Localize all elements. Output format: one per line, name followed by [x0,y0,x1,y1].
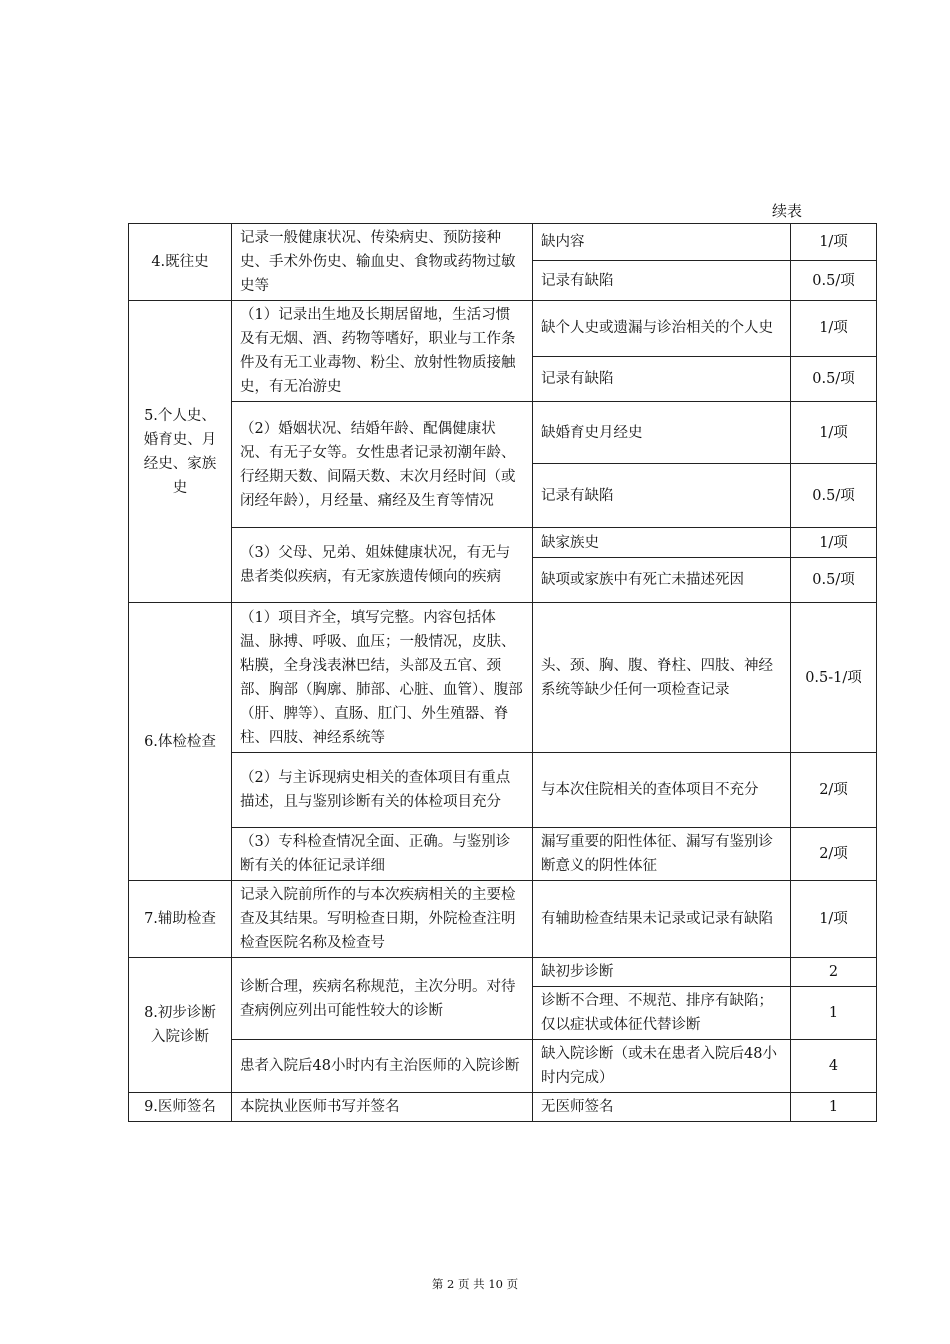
points-cell: 1/项 [791,528,877,558]
points-cell: 2/项 [791,828,877,881]
content-cell: （2）婚姻状况、结婚年龄、配偶健康状况、有无子女等。女性患者记录初潮年龄、行经期天数、间隔天数、末次月经时间（或闭经年龄），月经量、痛经及生育等情况 [232,402,533,528]
deduction-cell: 与本次住院相关的查体项目不充分 [533,753,791,828]
scoring-table [128,223,877,1122]
category-cell: 7.辅助检查 [129,881,232,958]
deduction-cell: 缺项或家族中有死亡未描述死因 [533,558,791,603]
content-cell: （3）专科检查情况全面、正确。与鉴别诊断有关的体征记录详细 [232,828,533,881]
table-row [129,881,877,958]
table-row [129,603,877,753]
deduction-cell: 记录有缺陷 [533,356,791,401]
content-cell: 患者入院后48小时内有主治医师的入院诊断 [232,1040,533,1093]
content-cell: （1）项目齐全，填写完整。内容包括体温、脉搏、呼吸、血压；一般情况，皮肤、粘膜，全身浅表淋巴结，头部及五官、颈部、胸部（胸廓、肺部、心脏、血管）、腹部（肝、脾等）、直肠、肛门、外生殖器、脊柱、四肢、神经系统等 [232,603,533,753]
deduction-cell: 无医师签名 [533,1093,791,1122]
points-cell: 0.5/项 [791,464,877,528]
points-cell: 4 [791,1040,877,1093]
content-cell: （3）父母、兄弟、姐妹健康状况，有无与患者类似疾病，有无家族遗传倾向的疾病 [232,528,533,603]
points-cell: 0.5-1/项 [791,603,877,753]
points-cell: 1 [791,987,877,1040]
content-cell: 记录入院前所作的与本次疾病相关的主要检查及其结果。写明检查日期，外院检查注明检查医院名称及检查号 [232,881,533,958]
content-cell: 诊断合理，疾病名称规范，主次分明。对待查病例应列出可能性较大的诊断 [232,958,533,1040]
deduction-cell: 缺入院诊断（或未在患者入院后48小时内完成） [533,1040,791,1093]
points-cell: 0.5/项 [791,356,877,401]
deduction-cell: 诊断不合理、不规范、排序有缺陷；仅以症状或体征代替诊断 [533,987,791,1040]
category-cell: 4.既往史 [129,224,232,301]
points-cell: 1/项 [791,301,877,357]
content-cell: （2）与主诉现病史相关的查体项目有重点描述，且与鉴别诊断有关的体检项目充分 [232,753,533,828]
continued-label: 续表 [772,202,803,220]
deduction-cell: 缺个人史或遗漏与诊治相关的个人史 [533,301,791,357]
content-cell: 记录一般健康状况、传染病史、预防接种史、手术外伤史、输血史、食物或药物过敏史等 [232,224,533,301]
deduction-cell: 缺初步诊断 [533,958,791,987]
table-row [129,402,877,464]
category-cell: 8.初步诊断入院诊断 [129,958,232,1093]
table-row [129,1040,877,1093]
content-cell: （1）记录出生地及长期居留地，生活习惯及有无烟、酒、药物等嗜好，职业与工作条件及有无工业毒物、粉尘、放射性物质接触史，有无冶游史 [232,301,533,402]
category-cell: 6.体检检查 [129,603,232,881]
points-cell: 2/项 [791,753,877,828]
deduction-cell: 缺家族史 [533,528,791,558]
table-row [129,1093,877,1122]
table-row [129,753,877,828]
deduction-cell: 记录有缺陷 [533,261,791,301]
table-row [129,301,877,357]
page-number: 第 2 页 共 10 页 [431,1277,519,1291]
deduction-cell: 漏写重要的阳性体征、漏写有鉴别诊断意义的阴性体征 [533,828,791,881]
points-cell: 1/项 [791,881,877,958]
table-row [129,958,877,987]
content-cell: 本院执业医师书写并签名 [232,1093,533,1122]
points-cell: 0.5/项 [791,558,877,603]
points-cell: 1/项 [791,224,877,261]
deduction-cell: 缺婚育史月经史 [533,402,791,464]
deduction-cell: 头、颈、胸、腹、脊柱、四肢、神经系统等缺少任何一项检查记录 [533,603,791,753]
points-cell: 1 [791,1093,877,1122]
deduction-cell: 缺内容 [533,224,791,261]
category-cell: 5.个人史、婚育史、月经史、家族史 [129,301,232,603]
points-cell: 2 [791,958,877,987]
table-row [129,528,877,558]
points-cell: 1/项 [791,402,877,464]
category-cell: 9.医师签名 [129,1093,232,1122]
points-cell: 0.5/项 [791,261,877,301]
table-row [129,224,877,261]
deduction-cell: 记录有缺陷 [533,464,791,528]
table-row [129,828,877,881]
deduction-cell: 有辅助检查结果未记录或记录有缺陷 [533,881,791,958]
